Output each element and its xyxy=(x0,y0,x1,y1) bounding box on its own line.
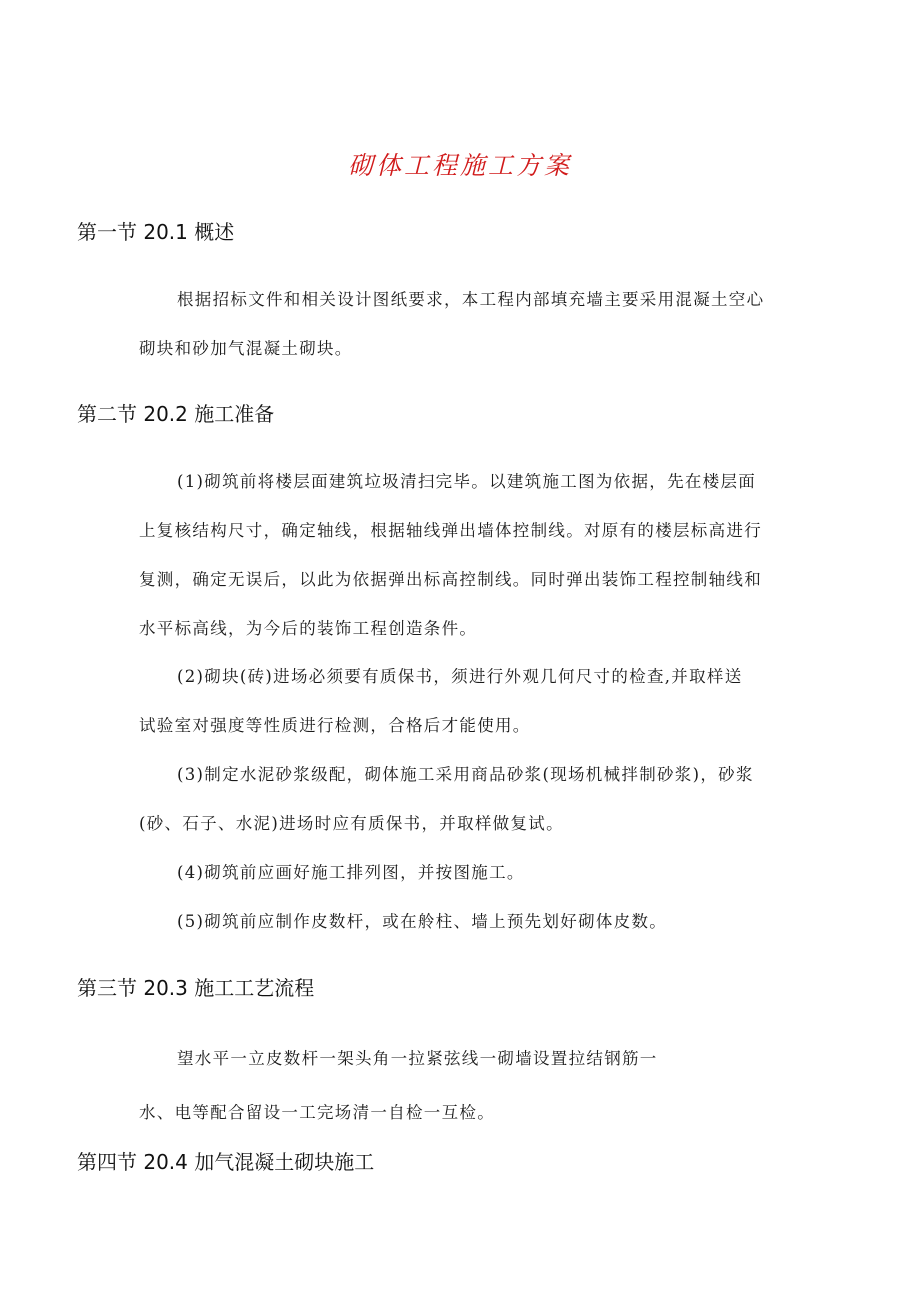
paragraph-line: 望水平一立皮数杆一架头角一拉紧弦线一砌墙设置拉结钢筋一 xyxy=(177,1049,658,1068)
paragraph-line: 上复核结构尺寸，确定轴线，根据轴线弹出墙体控制线。对原有的楼层标高进行 xyxy=(139,521,762,540)
section-heading-1: 第一节 20.1 概述 xyxy=(77,220,235,244)
paragraph-line: (1)砌筑前将楼层面建筑垃圾清扫完毕。以建筑施工图为依据，先在楼层面 xyxy=(177,472,757,491)
paragraph-line: 复测，确定无误后，以此为依据弹出标高控制线。同时弹出装饰工程控制轴线和 xyxy=(139,570,762,589)
document-title: 砌体工程施工方案 xyxy=(347,151,572,180)
paragraph-line: 试验室对强度等性质进行检测，合格后才能使用。 xyxy=(139,716,531,735)
paragraph-line: (2)砌块(砖)进场必须要有质保书，须进行外观几何尺寸的检查,并取样送 xyxy=(177,667,743,686)
paragraph-line: (4)砌筑前应画好施工排列图，并按图施工。 xyxy=(177,863,525,882)
section-heading-2: 第二节 20.2 施工准备 xyxy=(77,402,275,426)
paragraph-line: 水、电等配合留设一工完场清一自检一互检。 xyxy=(139,1103,495,1122)
section-heading-3: 第三节 20.3 施工工艺流程 xyxy=(77,976,315,1000)
paragraph-line: (3)制定水泥砂浆级配，砌体施工采用商品砂浆(现场机械拌制砂浆)，砂浆 xyxy=(177,765,754,784)
paragraph-line: 砌块和砂加气混凝土砌块。 xyxy=(139,339,353,358)
paragraph-line: 根据招标文件和相关设计图纸要求，本工程内部填充墙主要采用混凝土空心 xyxy=(177,290,765,309)
section-heading-4: 第四节 20.4 加气混凝土砌块施工 xyxy=(77,1150,375,1174)
paragraph-line: 水平标高线，为今后的装饰工程创造条件。 xyxy=(139,619,478,638)
paragraph-line: (砂、石子、水泥)进场时应有质保书，并取样做复试。 xyxy=(139,814,564,833)
paragraph-line: (5)砌筑前应制作皮数杆，或在舲柱、墙上预先划好砌体皮数。 xyxy=(177,912,668,931)
